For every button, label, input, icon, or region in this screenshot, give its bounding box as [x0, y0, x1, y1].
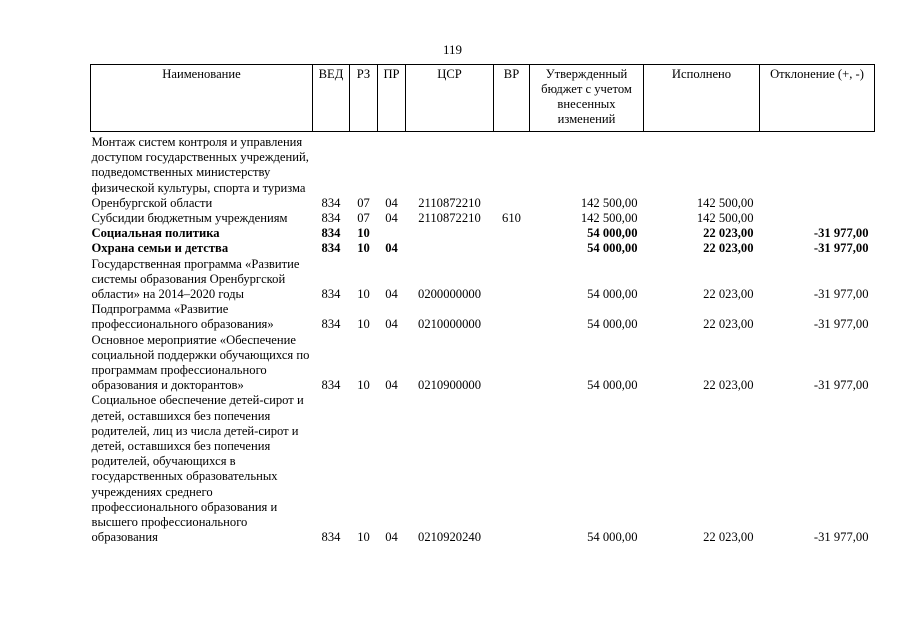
header-ved: ВЕД: [313, 65, 350, 132]
table-row: [91, 333, 875, 394]
row-vr: [494, 257, 530, 303]
header-deviation: Отклонение (+, -): [760, 65, 875, 132]
table-row: [91, 132, 875, 212]
row-rz: 07: [357, 195, 370, 210]
row-approved: 54 000,00: [587, 530, 638, 545]
row-csr: 0200000000: [418, 287, 481, 302]
header-rz: РЗ: [350, 65, 378, 132]
header-name: Наименование: [91, 65, 313, 132]
row-name: Субсидии бюджетным учреждениям: [91, 211, 288, 226]
row-pr: 04: [385, 317, 398, 332]
row-executed: 142 500,00: [696, 211, 754, 226]
table-row: [91, 211, 875, 226]
row-approved: 142 500,00: [580, 211, 638, 226]
table-row: [91, 257, 875, 303]
row-executed: 22 023,00: [703, 530, 754, 545]
header-csr: ЦСР: [406, 65, 494, 132]
row-name: Социальная политика: [91, 226, 220, 241]
row-vr: 610: [502, 211, 521, 226]
row-name: Монтаж систем контроля и управления доступом государственных учреждений, подведомственных министерству физической культуры, спорта и туризма Оренбургской области: [91, 135, 309, 210]
row-rz: 10: [357, 287, 370, 302]
row-executed: 22 023,00: [703, 241, 754, 256]
row-executed: 22 023,00: [703, 378, 754, 393]
table-row: [91, 302, 875, 332]
row-vr: [494, 226, 530, 241]
row-name: Основное мероприятие «Обеспечение социальной поддержки обучающихся по программам профессионального образования и докторантов»: [91, 332, 310, 393]
row-pr: 04: [385, 530, 398, 545]
row-csr: [406, 226, 494, 241]
row-vr: [494, 393, 530, 545]
page-number: 119: [442, 42, 463, 57]
row-deviation: -31 977,00: [813, 226, 869, 241]
row-csr: 0210000000: [418, 317, 481, 332]
row-rz: 10: [357, 317, 370, 332]
row-deviation: -31 977,00: [813, 530, 869, 545]
row-deviation: -31 977,00: [813, 287, 869, 302]
row-approved: 54 000,00: [587, 241, 638, 256]
row-vr: [494, 241, 530, 256]
table-row: [91, 393, 875, 545]
row-executed: 22 023,00: [703, 317, 754, 332]
row-deviation: [760, 211, 875, 226]
row-vr: [494, 302, 530, 332]
header-vr: ВР: [494, 65, 530, 132]
row-pr: 04: [385, 287, 398, 302]
row-csr: [406, 241, 494, 256]
row-approved: 54 000,00: [587, 317, 638, 332]
row-rz: 10: [357, 530, 370, 545]
row-pr: 04: [385, 195, 398, 210]
row-csr: 0210920240: [418, 530, 481, 545]
row-csr: 0210900000: [418, 378, 481, 393]
row-pr: 04: [385, 241, 398, 256]
header-pr: ПР: [378, 65, 406, 132]
row-executed: 22 023,00: [703, 287, 754, 302]
row-deviation: [760, 132, 875, 212]
row-pr: [378, 226, 406, 241]
header-executed: Исполнено: [644, 65, 760, 132]
row-ved: 834: [321, 241, 341, 256]
row-ved: 834: [321, 530, 341, 545]
row-ved: 834: [321, 317, 341, 332]
row-deviation: -31 977,00: [813, 317, 869, 332]
row-name: Подпрограмма «Развитие профессионального образования»: [91, 302, 274, 332]
table-header-row: [91, 65, 875, 132]
row-rz: 10: [357, 378, 370, 393]
table-row: [91, 226, 875, 241]
row-approved: 142 500,00: [580, 195, 638, 210]
row-ved: 834: [321, 211, 341, 226]
header-approved: Утвержденный бюджет с учетом внесенных изменений: [530, 65, 644, 132]
row-ved: 834: [321, 287, 341, 302]
row-rz: 10: [357, 241, 370, 256]
row-name: Социальное обеспечение детей-сирот и детей, оставшихся без попечения родителей, лиц из числа детей-сирот и детей, оставшихся без попечения родителей, обучающихся в государственных образовательных учреждениях среднего профессионального образования и высшего профессионального образования: [91, 393, 304, 545]
row-deviation: -31 977,00: [813, 241, 869, 256]
row-name: Охрана семьи и детства: [91, 241, 229, 256]
row-executed: 142 500,00: [696, 195, 754, 210]
row-pr: 04: [385, 211, 398, 226]
row-rz: 10: [357, 226, 370, 241]
budget-table: [90, 64, 875, 545]
row-ved: 834: [321, 195, 341, 210]
row-name: Государственная программа «Развитие системы образования Оренбургской области» на 2014–2020 годы: [91, 256, 300, 302]
row-vr: [494, 333, 530, 394]
row-approved: 54 000,00: [587, 287, 638, 302]
row-ved: 834: [321, 226, 341, 241]
row-csr: 2110872210: [418, 195, 481, 210]
row-approved: 54 000,00: [587, 226, 638, 241]
row-approved: 54 000,00: [587, 378, 638, 393]
row-ved: 834: [321, 378, 341, 393]
row-pr: 04: [385, 378, 398, 393]
row-rz: 07: [357, 211, 370, 226]
row-executed: 22 023,00: [703, 226, 754, 241]
row-vr: [494, 132, 530, 212]
table-row: [91, 241, 875, 256]
row-csr: 2110872210: [418, 211, 481, 226]
row-deviation: -31 977,00: [813, 378, 869, 393]
